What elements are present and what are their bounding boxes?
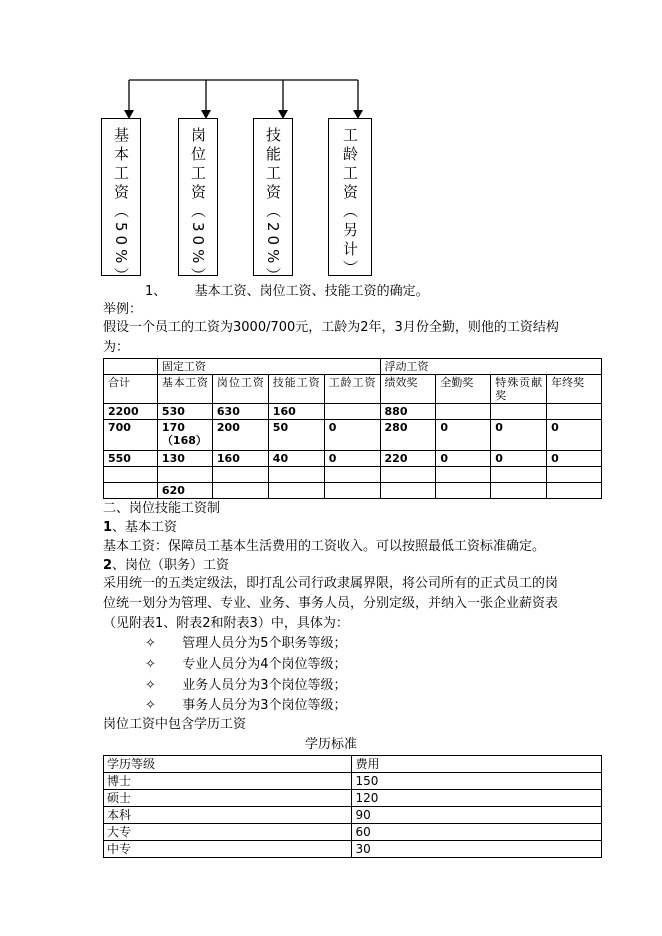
table-cell: 30: [352, 841, 602, 858]
subheading-text: 、岗位（职务）工资: [112, 558, 230, 573]
table-header-cell: 工龄工资: [324, 375, 380, 404]
subheading-base-salary: [103, 519, 177, 536]
table-cell: 200: [212, 420, 268, 451]
table-cell: [104, 483, 158, 499]
table-cell: 博士: [104, 773, 352, 790]
table-row: [104, 404, 602, 420]
diagram-box-label: 岗位工资（30%）: [189, 127, 207, 287]
table-cell: [491, 404, 547, 420]
table-header-cell: 全勤奖: [436, 375, 491, 404]
table-cell: 0: [491, 420, 547, 451]
table-cell: 0: [324, 420, 380, 451]
salary-structure-diagram: [0, 0, 662, 290]
table-cell: [491, 483, 547, 499]
table-header-cell: 基本工资: [157, 375, 212, 404]
table-cell: [324, 404, 380, 420]
diagram-box-label: 基本工资（50%）: [112, 127, 130, 287]
diagram-box-seniority-salary: [328, 118, 372, 279]
table-cell: 130: [157, 451, 212, 467]
table-cell: 0: [436, 420, 491, 451]
table-cell: 0: [436, 451, 491, 467]
table-cell: [436, 404, 491, 420]
table-cell: 50: [268, 420, 324, 451]
table-cell: [380, 483, 436, 499]
list-item: [145, 697, 346, 714]
section1-heading: [145, 283, 429, 300]
base-salary-text: 基本工资：保障员工基本生活费用的工资收入。可以按照最低工资标准确定。: [103, 539, 546, 554]
list-item-text: 管理人员分为5个职务等级；: [182, 636, 347, 651]
table-row: [104, 773, 602, 790]
table-cell: [547, 404, 602, 420]
table-cell: [104, 467, 158, 483]
table-header-cell: 绩效奖: [380, 375, 436, 404]
salary-structure-table: [103, 358, 602, 499]
bullet-icon: ✧: [145, 657, 156, 672]
table-cell: [380, 467, 436, 483]
table-group-fixed: 固定工资: [157, 359, 380, 375]
table-cell: [324, 467, 380, 483]
table-cell: 880: [380, 404, 436, 420]
table-row: [104, 824, 602, 841]
subheading-position-salary: [103, 557, 229, 574]
table-cell: [436, 483, 491, 499]
table-cell: 220: [380, 451, 436, 467]
table-cell: 中专: [104, 841, 352, 858]
table-cell: [268, 483, 324, 499]
table-header-cell: 合计: [104, 375, 158, 404]
table-cell: 530: [157, 404, 212, 420]
table-cell: [212, 467, 268, 483]
table-row: [104, 467, 602, 483]
subheading-text: 、基本工资: [112, 520, 178, 535]
table-cell: 280: [380, 420, 436, 451]
table-cell: [157, 467, 212, 483]
table-group-row: [104, 359, 602, 375]
table-cell: 170（168）: [157, 420, 212, 451]
table-row: [104, 451, 602, 467]
section2-title: 二、岗位技能工资制: [103, 501, 221, 516]
subheading-number: 2: [103, 558, 113, 573]
table-cell: 硕士: [104, 790, 352, 807]
example-label: 举例：: [103, 302, 143, 317]
table-header-cell: 年终奖: [547, 375, 602, 404]
bullet-icon: ✧: [145, 698, 156, 713]
list-item: [145, 635, 346, 652]
table-cell: 大专: [104, 824, 352, 841]
edu-intro: 岗位工资中包含学历工资: [103, 717, 247, 732]
table-cell: [324, 483, 380, 499]
table-cell: 630: [212, 404, 268, 420]
table-header-cell: 特殊贡献奖: [491, 375, 547, 404]
diagram-box-skill-salary: [253, 118, 293, 287]
table-cell: 150: [352, 773, 602, 790]
table-cell: [268, 467, 324, 483]
table-cell: [104, 359, 158, 375]
table-header-row: [104, 756, 602, 773]
table-cell: 90: [352, 807, 602, 824]
subheading-number: 1: [103, 520, 113, 535]
bullet-icon: ✧: [145, 636, 156, 651]
list-item: [145, 677, 346, 694]
table-cell: 0: [491, 451, 547, 467]
table-cell: [547, 467, 602, 483]
list-item: [145, 656, 346, 673]
diagram-box-position-salary: [178, 118, 218, 287]
table-cell: 0: [324, 451, 380, 467]
table-cell: 60: [352, 824, 602, 841]
diagram-box-base-salary: [101, 118, 141, 287]
table-cell: [212, 483, 268, 499]
table-header-cell: 学历等级: [104, 756, 352, 773]
table-cell: 550: [104, 451, 158, 467]
table-cell: 620: [157, 483, 212, 499]
table-row: [104, 420, 602, 451]
table-header-cell: 技能工资: [268, 375, 324, 404]
table-cell: [547, 483, 602, 499]
list-item-text: 事务人员分为3个岗位等级；: [182, 698, 347, 713]
table-cell: 2200: [104, 404, 158, 420]
table-cell: 700: [104, 420, 158, 451]
section1-number: 1、: [145, 284, 167, 299]
diagram-box-label: 工龄工资（另计）: [341, 127, 359, 279]
table-cell: 160: [212, 451, 268, 467]
example-text: 假设一个员工的工资为3000/700元，工龄为2年，3月份全勤，则他的工资结构为：: [103, 320, 559, 355]
table-cell: 120: [352, 790, 602, 807]
bullet-icon: ✧: [145, 678, 156, 693]
diagram-connector-lines: [0, 0, 662, 130]
edu-table-title: 学历标准: [304, 737, 357, 752]
table-cell: [491, 467, 547, 483]
position-salary-text: 采用统一的五类定级法，即打乱公司行政隶属界限，将公司所有的正式员工的岗位统一划分为管理、专业、业务、事务人员，分别定级，并纳入一张企业薪资表（见附表1、附表2和附表3）中，具体为：: [103, 576, 559, 631]
table-cell: 40: [268, 451, 324, 467]
table-row: [104, 807, 602, 824]
table-cell: 0: [547, 420, 602, 451]
section1-text: 基本工资、岗位工资、技能工资的确定。: [194, 284, 429, 299]
table-cell: 0: [547, 451, 602, 467]
table-cell: 本科: [104, 807, 352, 824]
table-header-cell: 岗位工资: [212, 375, 268, 404]
table-header-row: [104, 375, 602, 404]
table-row: [104, 841, 602, 858]
education-standard-table: [103, 755, 602, 858]
list-item-text: 业务人员分为3个岗位等级；: [182, 678, 347, 693]
table-row: [104, 483, 602, 499]
list-item-text: 专业人员分为4个岗位等级；: [182, 657, 347, 672]
table-header-cell: 费用: [352, 756, 602, 773]
table-row: [104, 790, 602, 807]
table-cell: [436, 467, 491, 483]
diagram-box-label: 技能工资（20%）: [264, 127, 282, 287]
table-cell: 160: [268, 404, 324, 420]
table-group-float: 浮动工资: [380, 359, 601, 375]
